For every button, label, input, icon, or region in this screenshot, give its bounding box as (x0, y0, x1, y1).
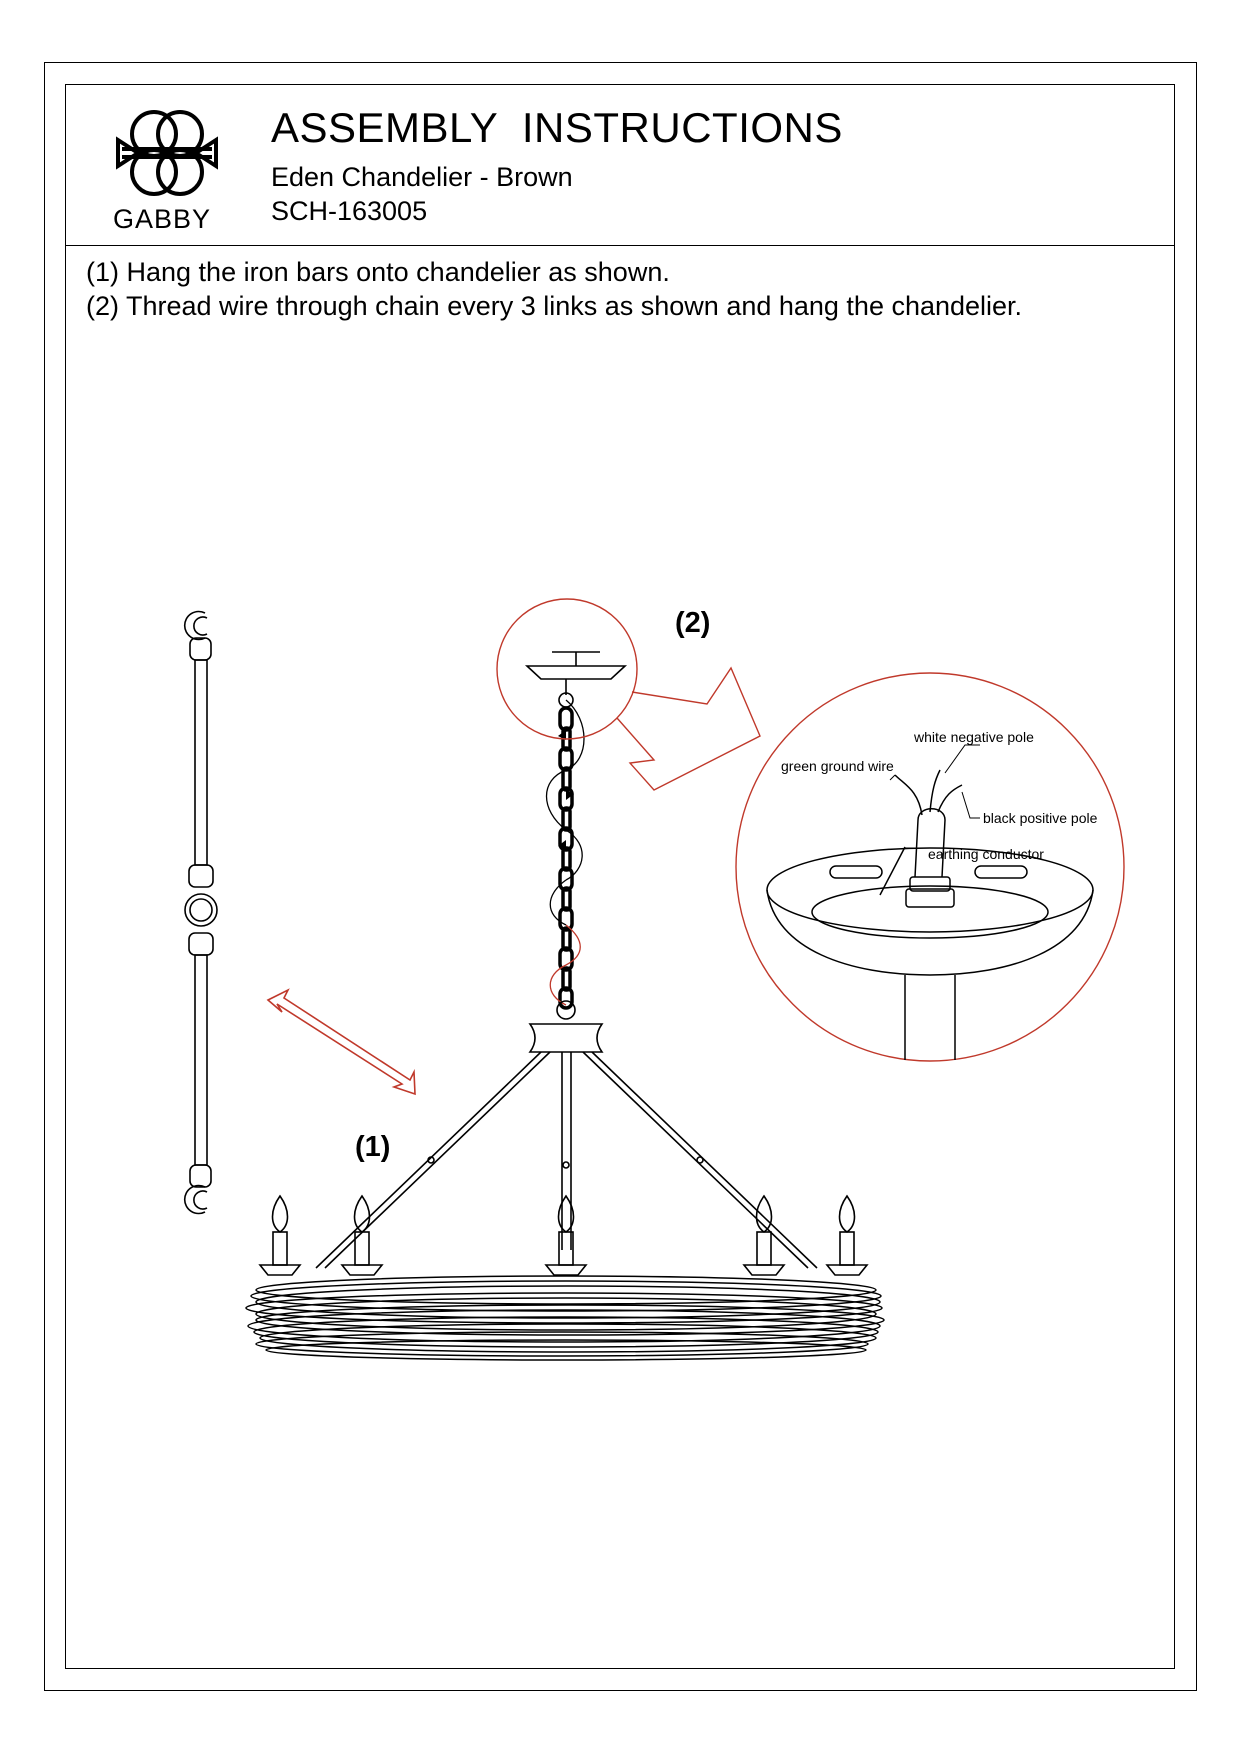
iron-bar-illustration (185, 611, 217, 1213)
chandelier-frame (316, 1001, 817, 1268)
attach-direction-arrow (268, 990, 415, 1094)
canopy-and-chain (527, 652, 625, 707)
brand-name: GABBY (113, 204, 212, 234)
product-name: Eden Chandelier - Brown (271, 162, 573, 192)
instruction-step-2: (2) Thread wire through chain every 3 links as shown and hang the chandelier. (86, 291, 1023, 321)
page-title: ASSEMBLY INSTRUCTIONS (271, 104, 843, 151)
white-wire-label: white negative pole (914, 729, 1034, 745)
step-1-label: (1) (355, 1131, 391, 1163)
model-number: SCH-163005 (271, 196, 428, 226)
wire-leader-lines (890, 745, 980, 848)
chandelier-ring (246, 1276, 884, 1360)
step-2-label: (2) (675, 607, 711, 639)
candle-cups (260, 1196, 867, 1275)
green-wire-label: green ground wire (781, 758, 894, 774)
earthing-label: earthing conductor (928, 846, 1044, 862)
threaded-wire-red (550, 925, 580, 1005)
detail-callout (497, 599, 1124, 1061)
instruction-step-1: (1) Hang the iron bars onto chandelier as shown. (86, 257, 670, 287)
black-wire-label: black positive pole (983, 810, 1098, 826)
